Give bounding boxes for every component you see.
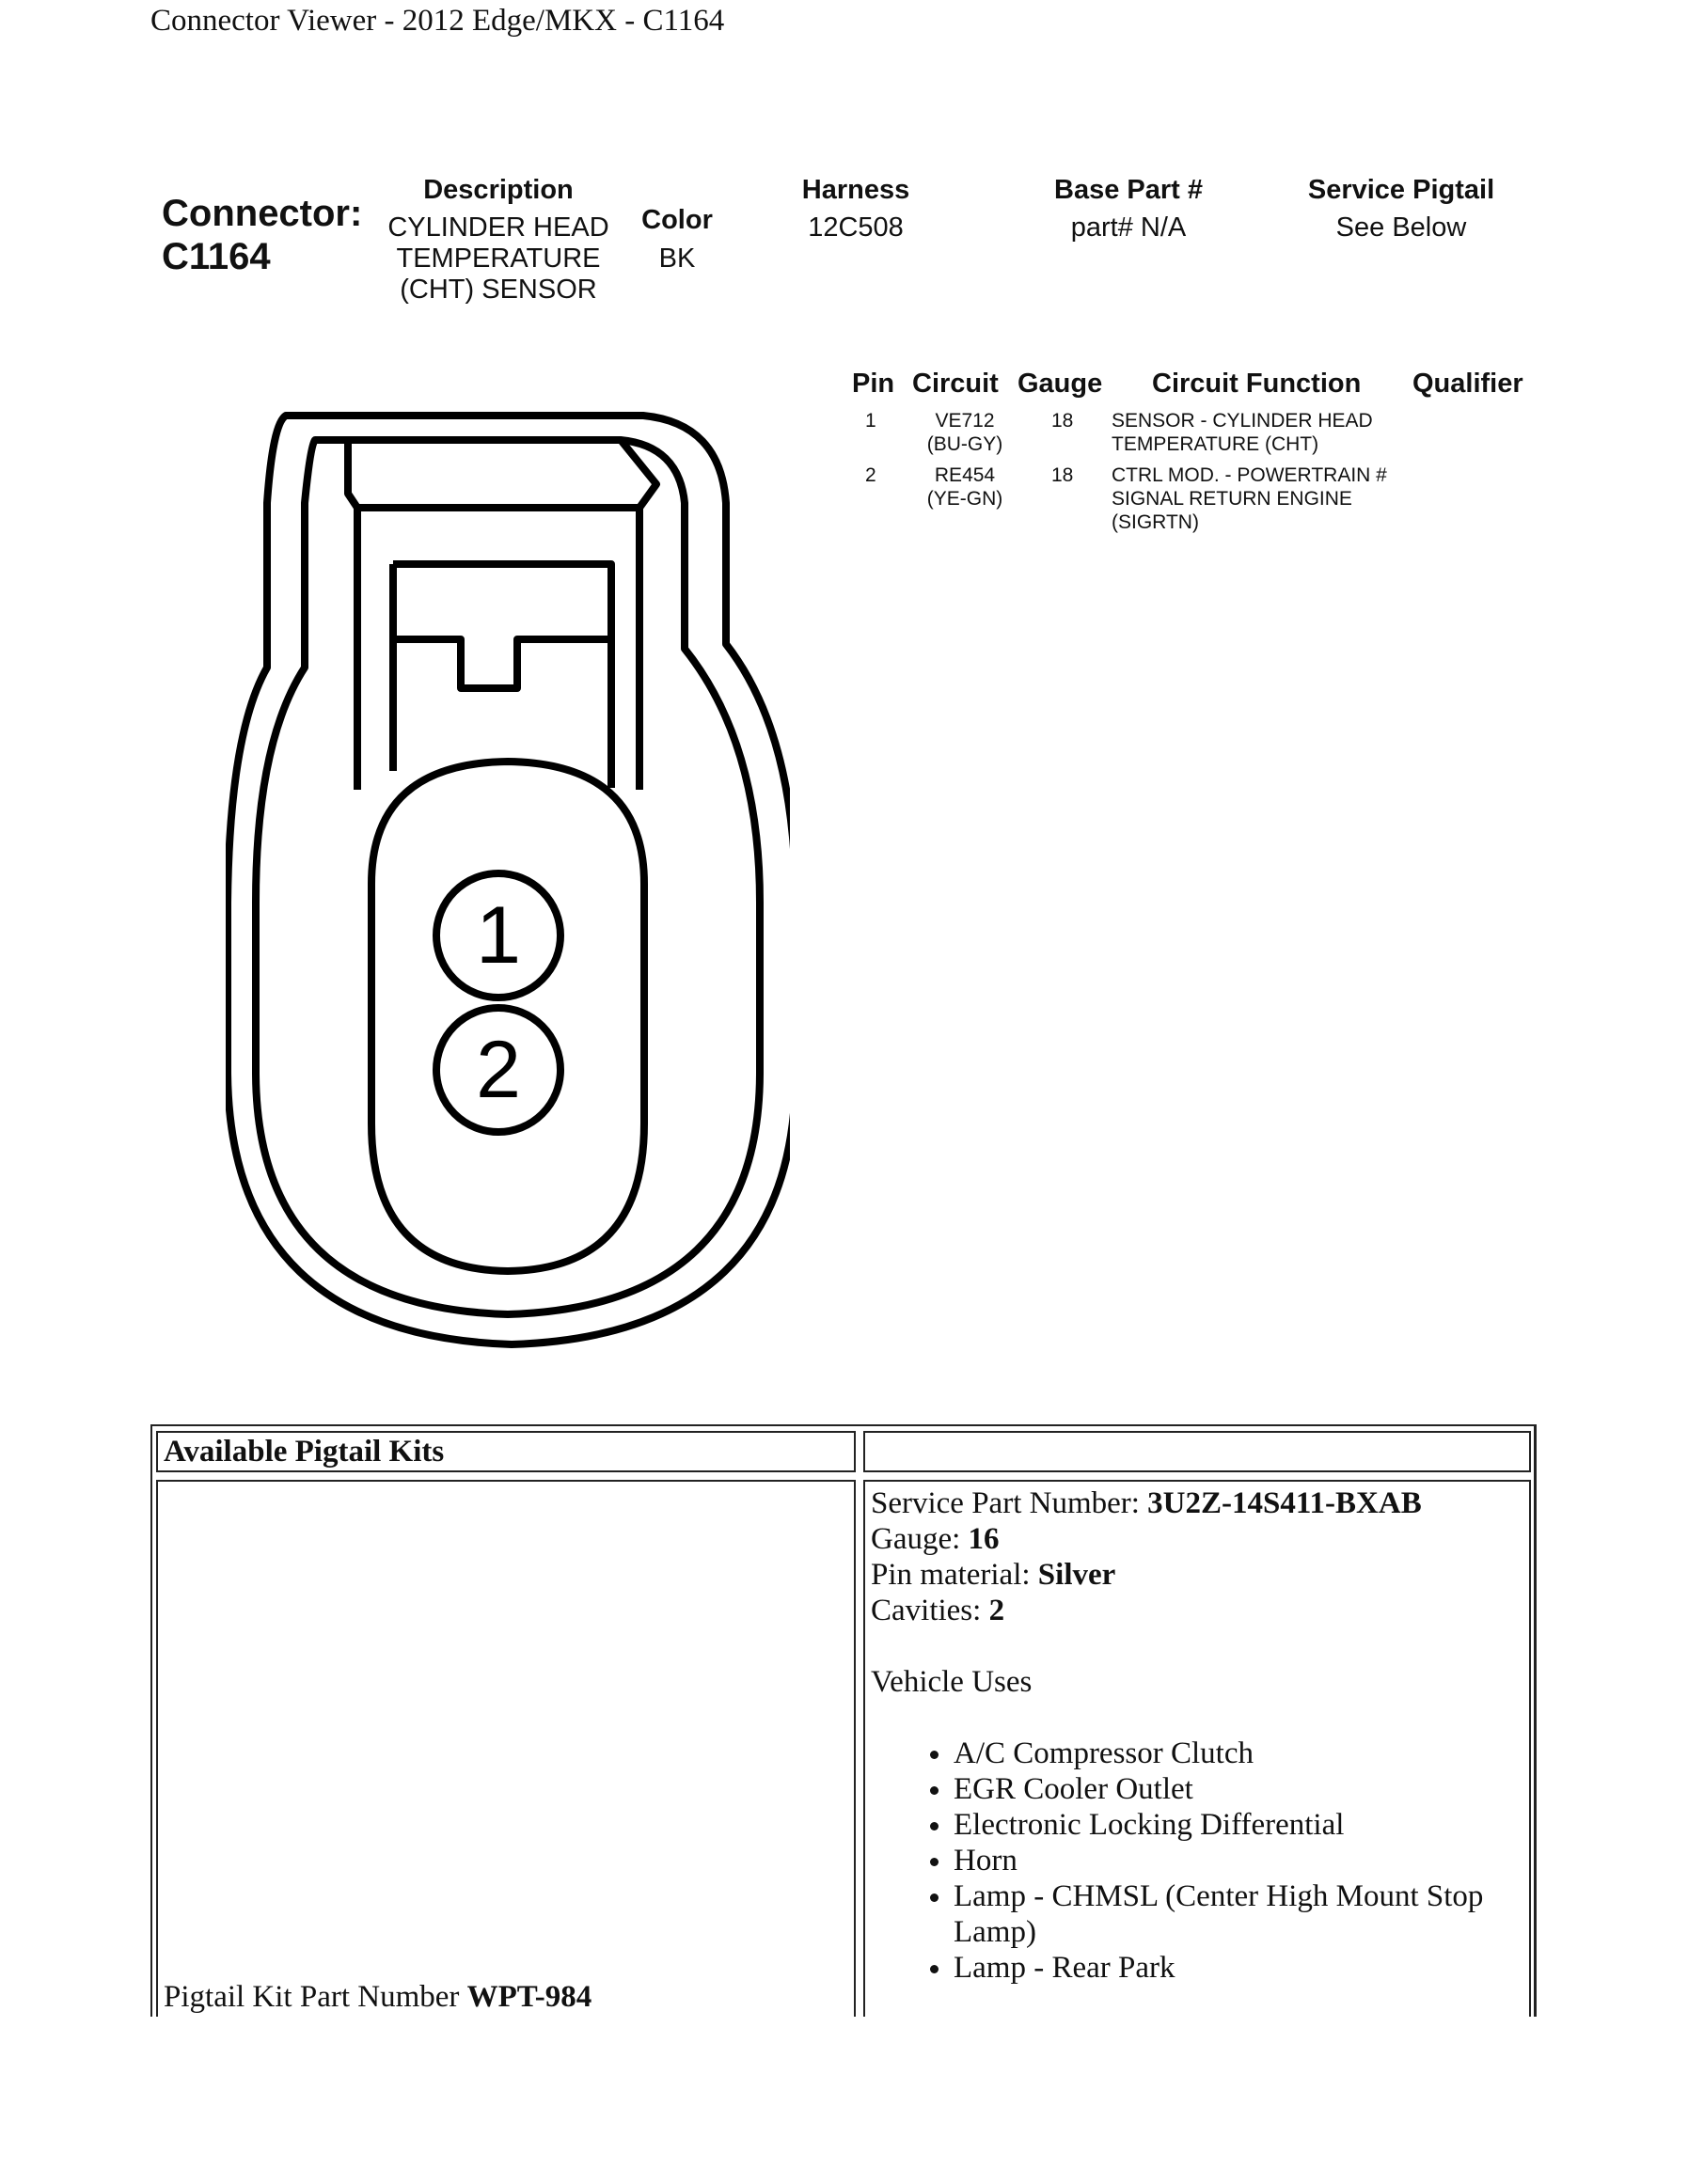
latch-body <box>357 508 639 790</box>
list-item: • EGR Cooler Outlet <box>954 1771 1523 1807</box>
function-header: Circuit Function <box>1152 369 1362 399</box>
pigtail-details <box>865 1482 1529 1989</box>
connector-label <box>162 192 362 278</box>
service-part-value: 3U2Z-14S411-BXAB <box>1147 1486 1422 1520</box>
page-title: Connector Viewer - 2012 Edge/MKX - C1164 <box>150 4 725 38</box>
color-label: Color <box>641 205 713 235</box>
pigtail-section-title: Available Pigtail Kits <box>164 1435 445 1469</box>
gauge-header: Gauge <box>1018 369 1103 399</box>
circuit-color: (YE-GN) <box>926 488 1003 510</box>
description-value <box>376 212 621 306</box>
list-item: • Electronic Locking Differential <box>954 1807 1523 1843</box>
list-item: • A/C Compressor Clutch <box>954 1736 1523 1771</box>
pin-material-value: Silver <box>1037 1558 1116 1592</box>
circuit-id: VE712 <box>935 410 995 432</box>
color-value: BK <box>658 244 696 274</box>
harness-value: 12C508 <box>808 212 904 243</box>
pigtail-section-header <box>156 1431 856 1472</box>
function-cell <box>1112 409 1373 456</box>
list-item: • Lamp - Rear Park <box>954 1950 1523 1986</box>
latch-outer <box>348 440 656 508</box>
pigtail-header-empty-cell <box>863 1431 1531 1472</box>
pin-cavity-region <box>371 762 644 1271</box>
pin-number: 2 <box>865 464 876 486</box>
service-part-number <box>871 1485 1523 1521</box>
pin-header: Pin <box>852 369 895 399</box>
cavities <box>871 1593 1523 1628</box>
circuit-cell <box>908 464 1021 511</box>
list-item: • Horn <box>954 1843 1523 1878</box>
connector-id: C1164 <box>162 236 271 277</box>
gauge-cell: 18 <box>1051 410 1074 432</box>
pigtail-kit-label: Pigtail Kit Part Number <box>164 1980 467 2014</box>
pigtail-gauge <box>871 1521 1523 1557</box>
service-pigtail-value: See Below <box>1335 212 1467 243</box>
pin-material <box>871 1557 1523 1593</box>
latch-slot <box>393 564 611 788</box>
pigtail-details-cell <box>863 1480 1531 2017</box>
vehicle-uses-list <box>871 1736 1523 1986</box>
gauge-value: 16 <box>968 1522 1000 1556</box>
circuit-header: Circuit <box>912 369 999 399</box>
function-line: CTRL MOD. - POWERTRAIN # <box>1112 464 1387 486</box>
function-cell <box>1112 464 1387 534</box>
base-part-value: part# N/A <box>1070 212 1187 243</box>
pin-number: 1 <box>865 410 876 432</box>
gauge-cell: 18 <box>1051 464 1074 486</box>
circuit-color: (BU-GY) <box>926 433 1003 455</box>
description-line: CYLINDER HEAD <box>387 212 609 243</box>
pin-2-label: 2 <box>476 1025 521 1115</box>
connector-outer-housing <box>228 416 790 1344</box>
base-part-label: Base Part # <box>1054 175 1203 205</box>
pigtail-kit-number: WPT-984 <box>466 1980 592 2014</box>
service-part-label: Service Part Number: <box>871 1486 1148 1520</box>
cavities-value: 2 <box>988 1594 1005 1627</box>
connector-label-line1: Connector: <box>162 193 363 234</box>
vehicle-uses-label: Vehicle Uses <box>871 1665 1033 1699</box>
function-line: SIGNAL RETURN ENGINE <box>1112 488 1352 510</box>
circuit-cell <box>908 409 1021 456</box>
gauge-label: Gauge: <box>871 1522 969 1556</box>
function-line: SENSOR - CYLINDER HEAD <box>1112 410 1373 432</box>
circuit-id: RE454 <box>934 464 996 486</box>
description-label: Description <box>423 175 574 205</box>
description-line: TEMPERATURE <box>396 244 601 274</box>
description-line: (CHT) SENSOR <box>400 275 597 305</box>
cavities-label: Cavities: <box>871 1594 989 1627</box>
function-line: TEMPERATURE (CHT) <box>1112 433 1319 455</box>
qualifier-header: Qualifier <box>1412 369 1523 399</box>
service-pigtail-label: Service Pigtail <box>1307 175 1495 205</box>
pin-1-label: 1 <box>476 890 521 981</box>
function-line: (SIGRTN) <box>1112 511 1199 533</box>
latch-notch <box>393 639 611 688</box>
connector-face-drawing <box>226 395 790 1373</box>
pin-material-label: Pin material: <box>871 1558 1038 1592</box>
list-item: • Lamp - CHMSL (Center High Mount Stop Lamp) <box>954 1878 1523 1950</box>
pigtail-kit-part-number <box>164 1979 592 2015</box>
harness-label: Harness <box>801 175 910 205</box>
pigtail-kit-cell <box>156 1480 856 2017</box>
